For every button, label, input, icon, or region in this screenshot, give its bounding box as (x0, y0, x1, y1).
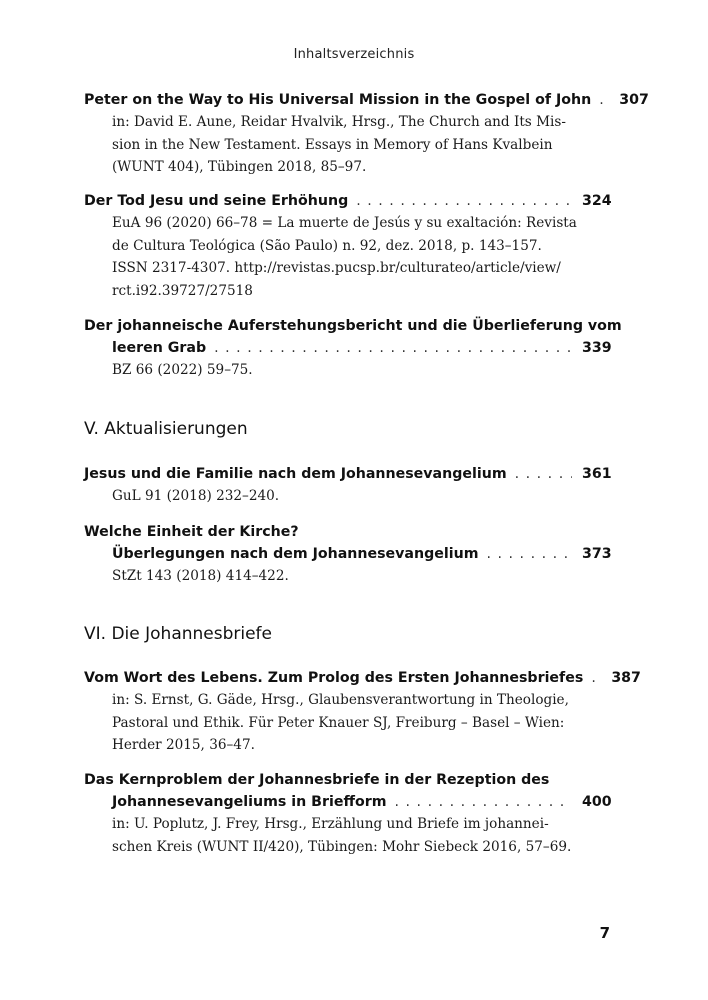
toc-entry (84, 463, 610, 508)
source-line: de Cultura Teológica (São Paulo) n. 92, dez. 2018, p. 143–157. (112, 237, 542, 254)
source-line: Pastoral und Ethik. Für Peter Knauer SJ, Freiburg – Basel – Wien: (112, 714, 565, 731)
dot-leader (599, 89, 609, 111)
entry-title: Der johanneische Auferstehungsbericht und die Überlieferung vom (84, 318, 622, 334)
page-folio: 7 (599, 924, 610, 942)
entry-title-line (84, 315, 622, 337)
source-line: (WUNT 404), Tübingen 2018, 85–97. (112, 159, 367, 175)
source-line: GuL 91 (2018) 232–240. (112, 488, 280, 504)
page-number: 339 (582, 340, 612, 356)
dot-leader (214, 337, 572, 359)
entry-source (84, 359, 610, 382)
source-line: Herder 2015, 36–47. (112, 737, 255, 753)
dot-leader (395, 791, 572, 813)
source-line: in: S. Ernst, G. Gäde, Hrsg., Glaubensverantwortung in Theologie, (112, 692, 569, 708)
dot-leader (515, 463, 572, 485)
dot-leader (486, 543, 572, 565)
entry-title-continuation: Johannesevangeliums in Briefform (112, 794, 387, 810)
page-number: 400 (582, 794, 612, 810)
entry-source (84, 111, 610, 179)
entry-title-line (84, 769, 610, 791)
dot-leader (591, 667, 601, 689)
section-heading: V. Aktualisierungen (84, 419, 248, 439)
toc-entry (84, 667, 641, 757)
source-line: in: U. Poplutz, J. Frey, Hrsg., Erzählung und Briefe im johannei- (112, 816, 549, 832)
section-heading: VI. Die Johannesbriefe (84, 624, 273, 644)
toc-entry (84, 769, 610, 858)
toc-entry (84, 315, 622, 382)
source-line: rct.i92.39727/27518 (112, 282, 253, 299)
page-number: 307 (619, 92, 649, 108)
toc-entry (84, 521, 610, 588)
entry-title: Der Tod Jesu und seine Erhöhung (84, 193, 349, 209)
entry-title-line (84, 543, 610, 565)
source-line: StZt 143 (2018) 414–422. (112, 568, 289, 584)
entry-title-line (84, 791, 610, 813)
page-number: 387 (611, 670, 641, 686)
entry-source (84, 565, 610, 588)
entry-title: Peter on the Way to His Universal Mission in the Gospel of John (84, 92, 592, 108)
source-line: schen Kreis (WUNT II/420), Tübingen: Mohr Siebeck 2016, 57–69. (112, 838, 572, 855)
source-line: in: David E. Aune, Reidar Hvalvik, Hrsg., The Church and Its Mis- (112, 114, 566, 130)
toc-entry (84, 190, 610, 302)
entry-title-continuation: Überlegungen nach dem Johannesevangelium (112, 546, 479, 562)
entry-title-line (84, 521, 610, 543)
page-number: 361 (582, 466, 612, 482)
running-head: Inhaltsverzeichnis (293, 47, 415, 62)
entry-title-line (84, 463, 610, 485)
entry-title-line (84, 89, 649, 111)
page-number: 324 (582, 193, 612, 209)
entry-title-line (84, 667, 641, 689)
dot-leader (356, 190, 572, 212)
entry-title-line (84, 337, 610, 359)
entry-title: Vom Wort des Lebens. Zum Prolog des Ersten Johannesbriefes (84, 670, 584, 686)
entry-source (84, 212, 610, 302)
page-number: 373 (582, 546, 612, 562)
entry-title: Welche Einheit der Kirche? (84, 524, 299, 540)
entry-source (84, 689, 610, 757)
source-line: sion in the New Testament. Essays in Memory of Hans Kvalbein (112, 136, 553, 153)
entry-title-continuation: leeren Grab (112, 340, 207, 356)
source-line: EuA 96 (2020) 66–78 = La muerte de Jesús y su exaltación: Revista (112, 215, 577, 231)
entry-title: Das Kernproblem der Johannesbriefe in der Rezeption des (84, 772, 550, 788)
toc-entry (84, 89, 649, 179)
source-line: ISSN 2317-4307. http://revistas.pucsp.br/culturateo/article/view/ (112, 260, 561, 276)
entry-source (84, 813, 610, 858)
entry-source (84, 485, 610, 508)
entry-title-line (84, 190, 610, 212)
source-line: BZ 66 (2022) 59–75. (112, 362, 253, 378)
entry-title: Jesus und die Familie nach dem Johannesevangelium (84, 466, 507, 482)
